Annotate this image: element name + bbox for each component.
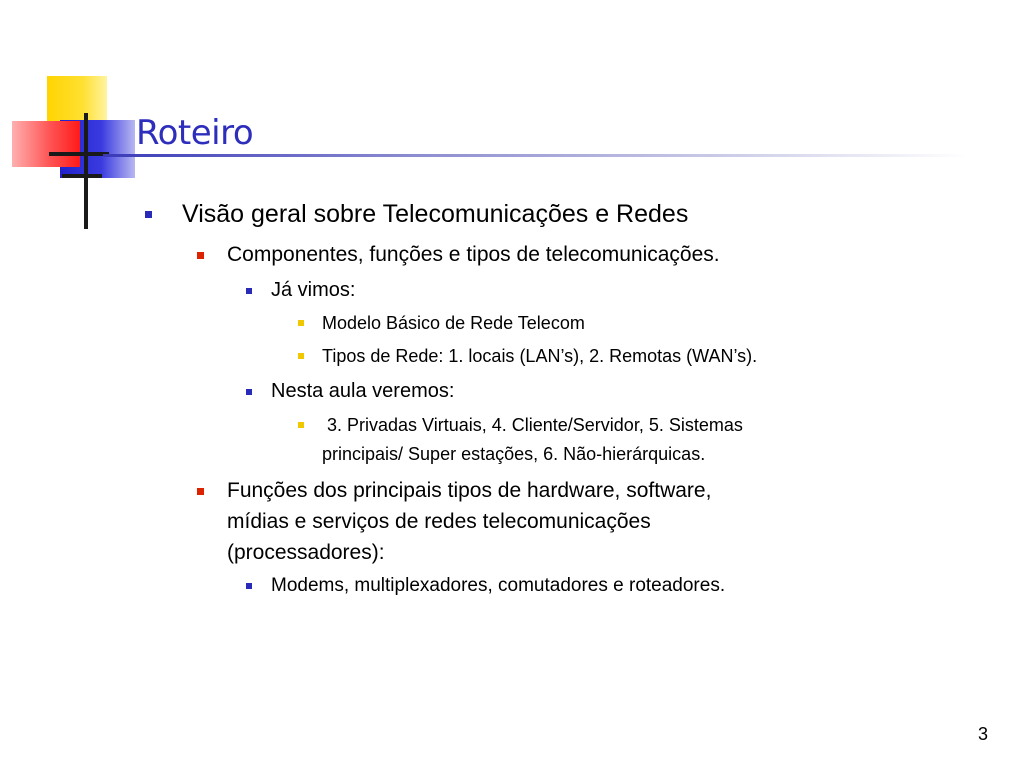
bullet-marker [246, 583, 252, 589]
logo-horizontal-line [49, 152, 109, 156]
bullet-text-continued: principais/ Super estações, 6. Não-hierárquicas. [322, 444, 706, 464]
bullet-text: Funções dos principais tipos de hardware, software, [227, 479, 712, 502]
bullet-level2 [227, 475, 711, 568]
title-divider [103, 154, 968, 157]
bullet-marker [298, 320, 304, 326]
bullet-marker [197, 252, 204, 259]
bullet-level1 [182, 199, 688, 230]
bullet-level3 [271, 376, 454, 407]
bullet-marker [298, 353, 304, 359]
bullet-text: Nesta aula veremos: [271, 380, 455, 402]
slide-title: Roteiro [136, 113, 254, 153]
bullet-marker [145, 211, 152, 218]
bullet-text: Modelo Básico de Rede Telecom [322, 313, 585, 333]
bullet-text: Visão geral sobre Telecomunicações e Redes [182, 200, 689, 228]
bullet-marker [246, 389, 252, 395]
bullet-text: Modems, multiplexadores, comutadores e roteadores. [271, 575, 726, 596]
logo-red-square [12, 121, 80, 167]
bullet-level4 [322, 309, 585, 338]
bullet-text: Já vimos: [271, 279, 356, 301]
bullet-text-continued: mídias e serviços de redes telecomunicações [227, 510, 651, 533]
bullet-marker [246, 288, 252, 294]
logo-horizontal-line-lower [62, 174, 102, 178]
bullet-level4 [322, 411, 743, 469]
bullet-level2 [227, 239, 720, 270]
bullet-level4 [322, 342, 757, 371]
bullet-level3 [271, 570, 725, 601]
bullet-text: Tipos de Rede: 1. locais (LAN’s), 2. Remotas (WAN’s). [322, 346, 758, 366]
bullet-marker [197, 488, 204, 495]
bullet-level3 [271, 275, 355, 306]
page-number: 3 [978, 724, 989, 744]
bullet-text: 3. Privadas Virtuais, 4. Cliente/Servidor, 5. Sistemas [322, 415, 743, 435]
bullet-text-continued: (processadores): [227, 541, 385, 564]
bullet-marker [298, 422, 304, 428]
bullet-text: Componentes, funções e tipos de telecomunicações. [227, 243, 720, 266]
logo-vertical-line [84, 113, 88, 229]
